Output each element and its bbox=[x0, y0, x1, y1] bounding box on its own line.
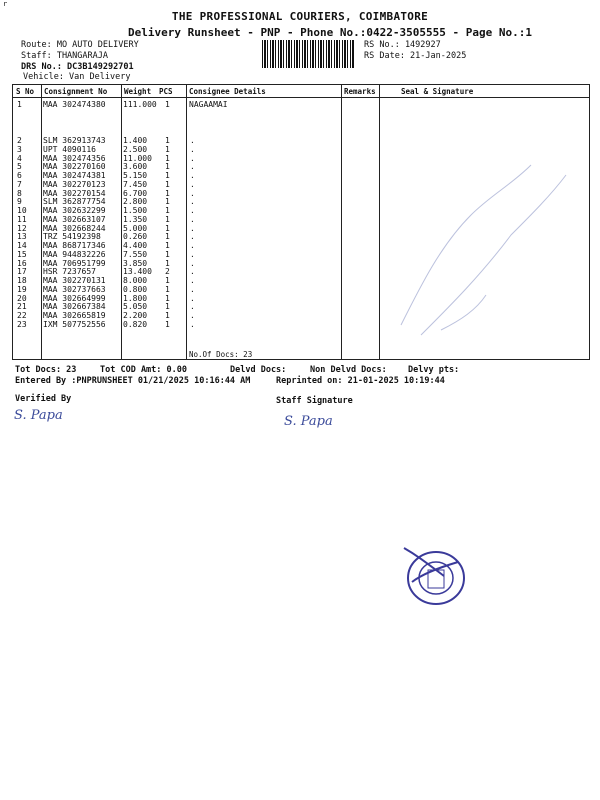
page-title: THE PROFESSIONAL COURIERS, COIMBATORE bbox=[171, 10, 429, 23]
tot-cod-amt: Tot COD Amt: 0.00 bbox=[100, 365, 187, 375]
col-sno: S No bbox=[16, 87, 35, 96]
page-subtitle: Delivery Runsheet - PNP - Phone No.:0422-3505555 - Page No.:1 bbox=[128, 26, 532, 39]
col-weight: Weight bbox=[124, 87, 152, 96]
col-remarks: Remarks bbox=[344, 87, 376, 96]
vehicle-field: Vehicle: Van Delivery bbox=[23, 72, 131, 82]
delvd-docs: Delvd Docs: bbox=[230, 365, 287, 375]
corner-mark: r bbox=[3, 0, 8, 8]
staff-field: Staff: THANGARAJA bbox=[21, 51, 108, 61]
verified-signature: S. Papa bbox=[14, 408, 63, 423]
verified-by-label: Verified By bbox=[15, 394, 72, 404]
tot-docs: Tot Docs: 23 bbox=[15, 365, 77, 375]
stamp-icon bbox=[398, 542, 478, 612]
col-pcs: PCS bbox=[159, 87, 173, 96]
staff-signature: S. Papa bbox=[284, 414, 333, 429]
rs-date-field: RS Date: 21-Jan-2025 bbox=[364, 51, 467, 61]
col-consignment: Consignment No bbox=[44, 87, 108, 96]
rs-no-field: RS No.: 1492927 bbox=[364, 40, 441, 50]
reprinted-on: Reprinted on: 21-01-2025 10:19:44 bbox=[276, 376, 445, 386]
non-delvd-docs: Non Delvd Docs: bbox=[310, 365, 387, 375]
entered-by: Entered By :PNPRUNSHEET 01/21/2025 10:16:44 AM bbox=[15, 376, 251, 386]
staff-signature-label: Staff Signature bbox=[276, 396, 353, 406]
route-field: Route: MO AUTO DELIVERY bbox=[21, 40, 139, 50]
delvy-pts: Delvy pts: bbox=[408, 365, 460, 375]
barcode-icon bbox=[262, 40, 354, 68]
drs-no-field: DRS No.: DC3B149292701 bbox=[21, 62, 134, 72]
handwritten-signature-icon bbox=[381, 125, 587, 355]
col-seal-signature: Seal & Signature bbox=[401, 87, 474, 96]
no-of-docs: No.Of Docs: 23 bbox=[189, 350, 253, 359]
runsheet-table: S No Consignment No Weight PCS Consignee Details Remarks Seal & Signature 1 MAA 302474380 111.000 1 NAGAAMAI 2 SLM 362913743 1.400 1 . 3 UPT 4090116 2.500 1 . 4 MAA 302474356 11.000 1 . 5 MAA 302270160 3.600 1 . 6 MAA 302474381 5.150 1 . 7 MAA 302270123 7.450 1 . 8 MAA 302270154 6.700 1 . 9 SLM 362877754 2.800 1 . 10 MAA 302632299 1.500 1 . 11 MAA 302663107 1.350 1 . 12 MAA 302668244 5.000 1 . 13 TRZ 54192398 0.260 1 . 14 MAA 868717346 4.400 1 . 15 MAA 944832226 7.550 1 . 16 MAA 706951799 3.850 1 . 17 HSR 7237657 13.400 2 . 18 MAA 302270131 8.000 1 . 19 MAA 302737663 0.800 1 . 20 MAA 302664999 1.800 1 . 21 MAA 302667384 5.050 1 . 22 MAA 302665819 2.200 1 . 23 IXM 507752556 0.820 1 . No.Of Docs: 23 bbox=[12, 84, 590, 360]
col-consignee: Consignee Details bbox=[189, 87, 266, 96]
